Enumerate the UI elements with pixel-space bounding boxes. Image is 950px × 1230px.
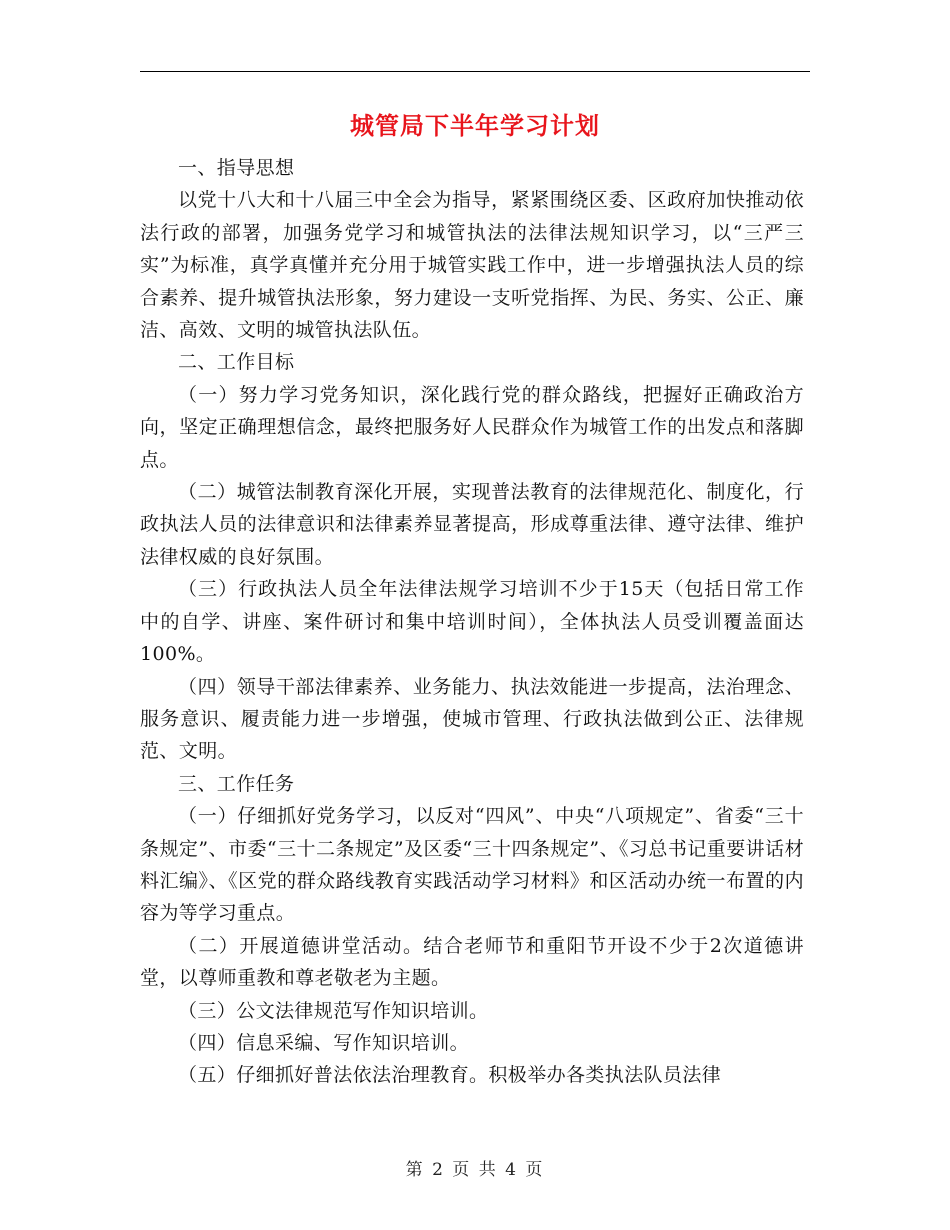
paragraph-goal-3: （三）行政执法人员全年法律法规学习培训不少于15天（包括日常工作中的自学、讲座、案件研讨和集中培训时间），全体执法人员受训覆盖面达100%。 xyxy=(140,578,804,666)
page-title: 城管局下半年学习计划 xyxy=(350,111,600,140)
paragraph-goal-1: （一）努力学习党务知识，深化践行党的群众路线，把握好正确政治方向，坚定正确理想信念，最终把服务好人民群众作为城管工作的出发点和落脚点。 xyxy=(140,383,804,471)
paragraph-goal-4: （四）领导干部法律素养、业务能力、执法效能进一步提高，法治理念、服务意识、履责能力进一步增强，使城市管理、行政执法做到公正、法律规范、文明。 xyxy=(140,675,804,763)
document-body xyxy=(140,152,804,1092)
page-number-footer: 第 2 页 共 4 页 xyxy=(405,1160,545,1180)
paragraph-task-1: （一）仔细抓好党务学习，以反对“四风”、中央“八项规定”、省委“三十条规定”、市委“三十二条规定”及区委“三十四条规定”、《习总书记重要讲话材料汇编》、《区党的群众路线教育实践活动学习材料》和区活动办统一布置的内容为等学习重点。 xyxy=(140,805,804,925)
section-heading-work-tasks: 三、工作任务 xyxy=(178,772,295,795)
paragraph-guiding-thought: 以党十八大和十八届三中全会为指导，紧紧围绕区委、区政府加快推动依法行政的部署，加强务党学习和城管执法的法律法规知识学习，以“三严三实”为标准，真学真懂并充分用于城管实践工作中，进一步增强执法人员的综合素养、提升城管执法形象，努力建设一支听党指挥、为民、务实、公正、廉洁、高效、文明的城管执法队伍。 xyxy=(140,189,804,342)
paragraph-task-4: （四）信息采编、写作知识培训。 xyxy=(178,1031,470,1054)
paragraph-task-5: （五）仔细抓好普法依法治理教育。积极举办各类执法队员法律 xyxy=(178,1064,722,1087)
section-heading-work-goals: 二、工作目标 xyxy=(178,351,295,374)
header-rule xyxy=(140,71,810,72)
paragraph-task-2: （二）开展道德讲堂活动。结合老师节和重阳节开设不少于2次道德讲堂，以尊师重教和尊老敬老为主题。 xyxy=(140,934,804,990)
paragraph-goal-2: （二）城管法制教育深化开展，实现普法教育的法律规范化、制度化，行政执法人员的法律意识和法律素养显著提高，形成尊重法律、遵守法律、维护法律权威的良好氛围。 xyxy=(140,481,804,568)
section-heading-guiding-thought: 一、指导思想 xyxy=(178,157,295,179)
paragraph-task-3: （三）公文法律规范写作知识培训。 xyxy=(178,999,489,1022)
